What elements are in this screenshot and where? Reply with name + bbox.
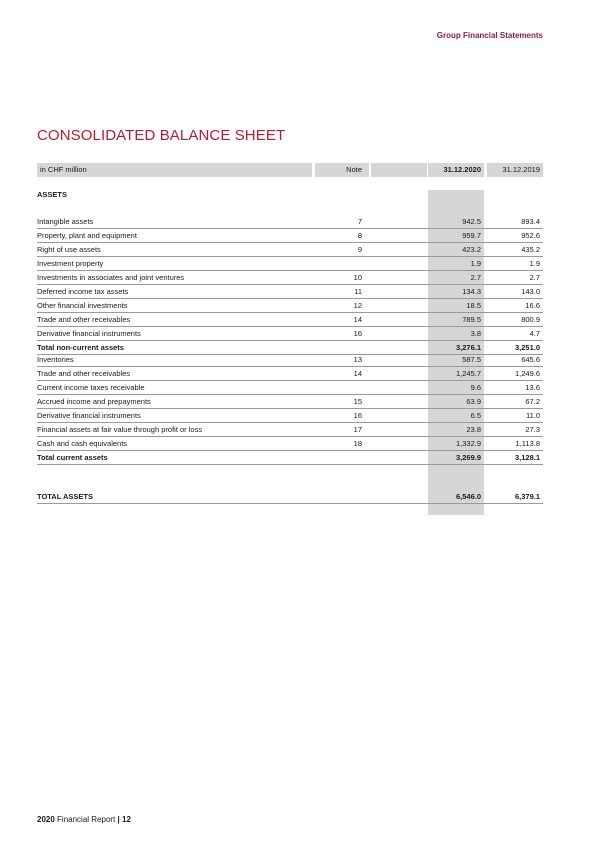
row-value-2020: 423.2 xyxy=(462,245,481,254)
row-note: 16 xyxy=(353,411,362,420)
table-header-row xyxy=(37,163,543,177)
row-value-2020: 6.5 xyxy=(470,411,481,420)
row-label: Trade and other receivables xyxy=(37,315,131,324)
row-value-2019: 67.2 xyxy=(525,397,540,406)
row-value-2019: 2.7 xyxy=(529,273,540,282)
row-value-2020: 1,332.9 xyxy=(455,439,481,448)
row-value-2020: 18.5 xyxy=(466,301,481,310)
row-note: 14 xyxy=(353,315,362,324)
row-value-2019: 3,251.0 xyxy=(514,343,540,352)
row-label: Derivative financial instruments xyxy=(37,329,141,338)
row-label: Trade and other receivables xyxy=(37,369,131,378)
row-value-2020: 6,546.0 xyxy=(455,492,481,501)
row-note: 8 xyxy=(357,231,362,240)
row-value-2020: 9.6 xyxy=(470,383,481,392)
table-row xyxy=(37,353,543,367)
table-row xyxy=(37,299,543,313)
row-value-2020: 63.9 xyxy=(466,397,481,406)
row-label: TOTAL ASSETS xyxy=(37,492,93,501)
table-row xyxy=(37,395,543,409)
row-note: 10 xyxy=(353,273,362,282)
table-row xyxy=(37,271,543,285)
row-value-2020: 789.5 xyxy=(462,315,481,324)
total-row-assets xyxy=(37,490,543,504)
table-row xyxy=(37,257,543,271)
current-assets-rows xyxy=(37,353,543,465)
row-note: 11 xyxy=(354,287,362,296)
page-number: 12 xyxy=(122,815,131,824)
table-row xyxy=(37,285,543,299)
page-footer xyxy=(37,815,131,824)
table-row xyxy=(37,243,543,257)
row-label: Investment property xyxy=(37,259,104,268)
table-row xyxy=(37,437,543,451)
row-value-2019: 1.9 xyxy=(529,259,540,268)
row-label: Cash and cash equivalents xyxy=(37,439,128,448)
row-note: 18 xyxy=(353,439,362,448)
row-note: 16 xyxy=(353,329,362,338)
row-value-2019: 27.3 xyxy=(525,425,540,434)
footer-year: 2020 xyxy=(37,815,55,824)
table-row xyxy=(37,381,543,395)
row-value-2019: 1,113.8 xyxy=(515,439,540,448)
table-row xyxy=(37,229,543,243)
row-value-2020: 942.5 xyxy=(462,217,481,226)
column-header-2019: 31.12.2019 xyxy=(487,163,543,177)
row-value-2019: 11.0 xyxy=(525,411,540,420)
row-value-2020: 959.7 xyxy=(462,231,481,240)
row-value-2020: 134.3 xyxy=(462,287,481,296)
row-value-2019: 893.4 xyxy=(521,217,540,226)
row-value-2019: 800.9 xyxy=(521,315,540,324)
total-row-current xyxy=(37,451,543,465)
table-row xyxy=(37,327,543,341)
footer-separator: | xyxy=(117,815,120,824)
row-label: Investments in associates and joint ventures xyxy=(37,273,185,282)
row-label: Property, plant and equipment xyxy=(37,231,137,240)
grand-total-rows xyxy=(37,490,543,504)
row-label: Total non-current assets xyxy=(37,343,124,352)
row-value-2019: 16.6 xyxy=(525,301,540,310)
row-label: Intangible assets xyxy=(37,217,94,226)
row-note: 14 xyxy=(353,369,362,378)
row-value-2020: 23.8 xyxy=(466,425,481,434)
row-label: Total current assets xyxy=(37,453,108,462)
row-value-2020: 2.7 xyxy=(470,273,481,282)
section-header: Group Financial Statements xyxy=(436,31,543,40)
row-value-2019: 6,379.1 xyxy=(514,492,540,501)
row-note: 13 xyxy=(353,355,362,364)
row-value-2019: 4.7 xyxy=(529,329,540,338)
row-note: 15 xyxy=(353,397,362,406)
row-label: Right of use assets xyxy=(37,245,101,254)
row-value-2019: 13.6 xyxy=(525,383,540,392)
row-label: Accrued income and prepayments xyxy=(37,397,151,406)
row-note: 9 xyxy=(357,245,362,254)
column-header-spacer xyxy=(371,163,427,177)
row-value-2019: 435.2 xyxy=(521,245,540,254)
row-note: 7 xyxy=(357,217,362,226)
row-note: 17 xyxy=(353,425,362,434)
row-value-2019: 3,128.1 xyxy=(514,453,540,462)
footer-report-name: Financial Report xyxy=(57,815,116,824)
section-heading-assets: ASSETS xyxy=(37,190,68,199)
table-row xyxy=(37,409,543,423)
row-label: Inventories xyxy=(37,355,74,364)
column-header-label: in CHF million xyxy=(37,163,312,177)
table-row xyxy=(37,215,543,229)
table-row xyxy=(37,423,543,437)
table-row xyxy=(37,313,543,327)
column-header-note: Note xyxy=(315,163,369,177)
table-row xyxy=(37,367,543,381)
balance-sheet-table xyxy=(37,163,543,501)
row-label: Deferred income tax assets xyxy=(37,287,129,296)
row-value-2020: 1,245.7 xyxy=(455,369,481,378)
row-value-2020: 587.5 xyxy=(462,355,481,364)
row-label: Derivative financial instruments xyxy=(37,411,141,420)
page-title: CONSOLIDATED BALANCE SHEET xyxy=(37,127,286,144)
row-value-2019: 1,249.6 xyxy=(514,369,540,378)
column-header-2020: 31.12.2020 xyxy=(428,163,484,177)
non-current-assets-rows xyxy=(37,215,543,355)
row-value-2020: 3,269.9 xyxy=(455,453,481,462)
row-value-2019: 143.0 xyxy=(521,287,540,296)
row-value-2019: 952.6 xyxy=(521,231,540,240)
row-value-2020: 3.8 xyxy=(470,329,481,338)
row-label: Financial assets at fair value through profit or loss xyxy=(37,425,203,434)
row-value-2020: 1.9 xyxy=(470,259,481,268)
row-label: Current income taxes receivable xyxy=(37,383,145,392)
row-label: Other financial investments xyxy=(37,301,128,310)
row-note: 12 xyxy=(353,301,362,310)
row-value-2020: 3,276.1 xyxy=(455,343,481,352)
row-value-2019: 645.6 xyxy=(521,355,540,364)
